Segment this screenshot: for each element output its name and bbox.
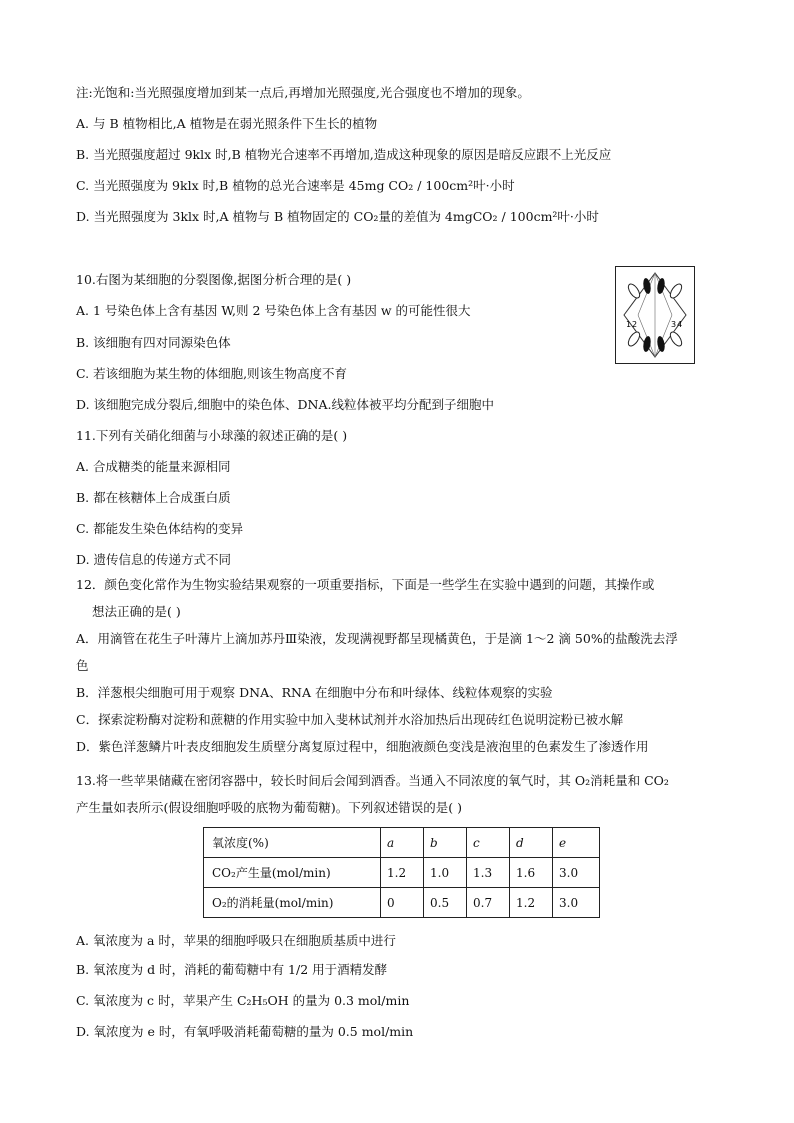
q13-option-c: C. 氧浓度为 c 时，苹果产生 C₂H₅OH 的量为 0.3 mol/min (76, 993, 410, 1008)
q9-option-a: A. 与 B 植物相比,A 植物是在弱光照条件下生长的植物 (76, 116, 378, 131)
figure-label-1: 1 (626, 320, 632, 329)
table-cell: 1.2 (510, 888, 553, 918)
table-cell: 0 (381, 888, 424, 918)
note-text: 注:光饱和:当光照强度增加到某一点后,再增加光照强度,光合强度也不增加的现象。 (76, 85, 530, 100)
table-cell: 0.7 (467, 888, 510, 918)
table-cell: 1.2 (381, 858, 424, 888)
table-row (204, 888, 600, 918)
table-cell: 1.3 (467, 858, 510, 888)
table-cell: 3.0 (553, 888, 600, 918)
q12-option-a-line1: A．用滴管在花生子叶薄片上滴加苏丹Ⅲ染液，发现满视野都呈现橘黄色，于是滴 1～2 滴 50%的盐酸洗去浮 (76, 631, 678, 646)
table-cell: 1.0 (424, 858, 467, 888)
table-header-cell: c (467, 828, 510, 858)
table-header-cell: d (510, 828, 553, 858)
q9-option-c: C. 当光照强度为 9klx 时,B 植物的总光合速率是 45mg CO₂ / 100cm²叶·小时 (76, 178, 515, 193)
q10-option-a: A. 1 号染色体上含有基因 W,则 2 号染色体上含有基因 w 的可能性很大 (76, 303, 471, 318)
q13-stem-line1: 13.将一些苹果储藏在密闭容器中，较长时间后会闻到酒香。当通入不同浓度的氧气时，其 O₂消耗量和 CO₂ (76, 773, 669, 788)
q12-option-b: B．洋葱根尖细胞可用于观察 DNA、RNA 在细胞中分布和叶绿体、线粒体观察的实验 (76, 685, 553, 700)
q12-option-c: C．探索淀粉酶对淀粉和蔗糖的作用实验中加入斐林试剂并水浴加热后出现砖红色说明淀粉已被水解 (76, 712, 624, 727)
table-cell: 3.0 (553, 858, 600, 888)
figure-label-3: 3 (671, 320, 677, 329)
q10-option-b: B. 该细胞有四对同源染色体 (76, 335, 231, 350)
figure-label-2: 2 (632, 320, 638, 329)
q10-option-c: C. 若该细胞为某生物的体细胞,则该生物高度不育 (76, 366, 348, 381)
table-row (204, 858, 600, 888)
table-header-cell: a (381, 828, 424, 858)
q12-option-d: D．紫色洋葱鳞片叶表皮细胞发生质壁分离复原过程中，细胞液颜色变浅是液泡里的色素发生了渗透作用 (76, 739, 649, 754)
q13-option-b: B. 氧浓度为 d 时，消耗的葡萄糖中有 1/2 用于酒精发酵 (76, 962, 388, 977)
q9-option-b: B. 当光照强度超过 9klx 时,B 植物光合速率不再增加,造成这种现象的原因是暗反应跟不上光反应 (76, 147, 612, 162)
table-row-label: CO₂产生量(mol/min) (204, 858, 381, 888)
table-header-cell: e (553, 828, 600, 858)
cell-division-figure (615, 266, 695, 364)
q9-option-d: D. 当光照强度为 3klx 时,A 植物与 B 植物固定的 CO₂量的差值为 4mgCO₂ / 100cm²叶·小时 (76, 209, 599, 224)
cell-diagram-svg (616, 267, 694, 363)
q11-option-c: C. 都能发生染色体结构的变异 (76, 521, 244, 536)
q13-stem-line2: 产生量如表所示(假设细胞呼吸的底物为葡萄糖)。下列叙述错误的是( ) (76, 800, 462, 815)
q12-stem-line1: 12．颜色变化常作为生物实验结果观察的一项重要指标，下面是一些学生在实验中遇到的问题，其操作或 (76, 577, 655, 592)
q12-stem-line2: 想法正确的是( ) (92, 604, 181, 619)
table-cell: 0.5 (424, 888, 467, 918)
q13-option-d: D. 氧浓度为 e 时，有氧呼吸消耗葡萄糖的量为 0.5 mol/min (76, 1024, 414, 1039)
table-header-cell: 氧浓度(%) (204, 828, 381, 858)
table-row-label: O₂的消耗量(mol/min) (204, 888, 381, 918)
q12-option-a-line2: 色 (76, 658, 89, 673)
figure-label-4: 4 (677, 320, 683, 329)
q11-stem: 11.下列有关硝化细菌与小球藻的叙述正确的是( ) (76, 428, 348, 443)
q10-stem: 10.右图为某细胞的分裂图像,据图分析合理的是( ) (76, 272, 352, 287)
oxygen-data-table (203, 827, 600, 918)
q11-option-d: D. 遗传信息的传递方式不同 (76, 552, 232, 567)
q11-option-b: B. 都在核糖体上合成蛋白质 (76, 490, 231, 505)
q11-option-a: A. 合成糖类的能量来源相同 (76, 459, 231, 474)
q13-option-a: A. 氧浓度为 a 时，苹果的细胞呼吸只在细胞质基质中进行 (76, 933, 396, 948)
table-header-cell: b (424, 828, 467, 858)
table-cell: 1.6 (510, 858, 553, 888)
q10-option-d: D. 该细胞完成分裂后,细胞中的染色体、DNA.线粒体被平均分配到子细胞中 (76, 397, 494, 412)
table-header-row (204, 828, 600, 858)
